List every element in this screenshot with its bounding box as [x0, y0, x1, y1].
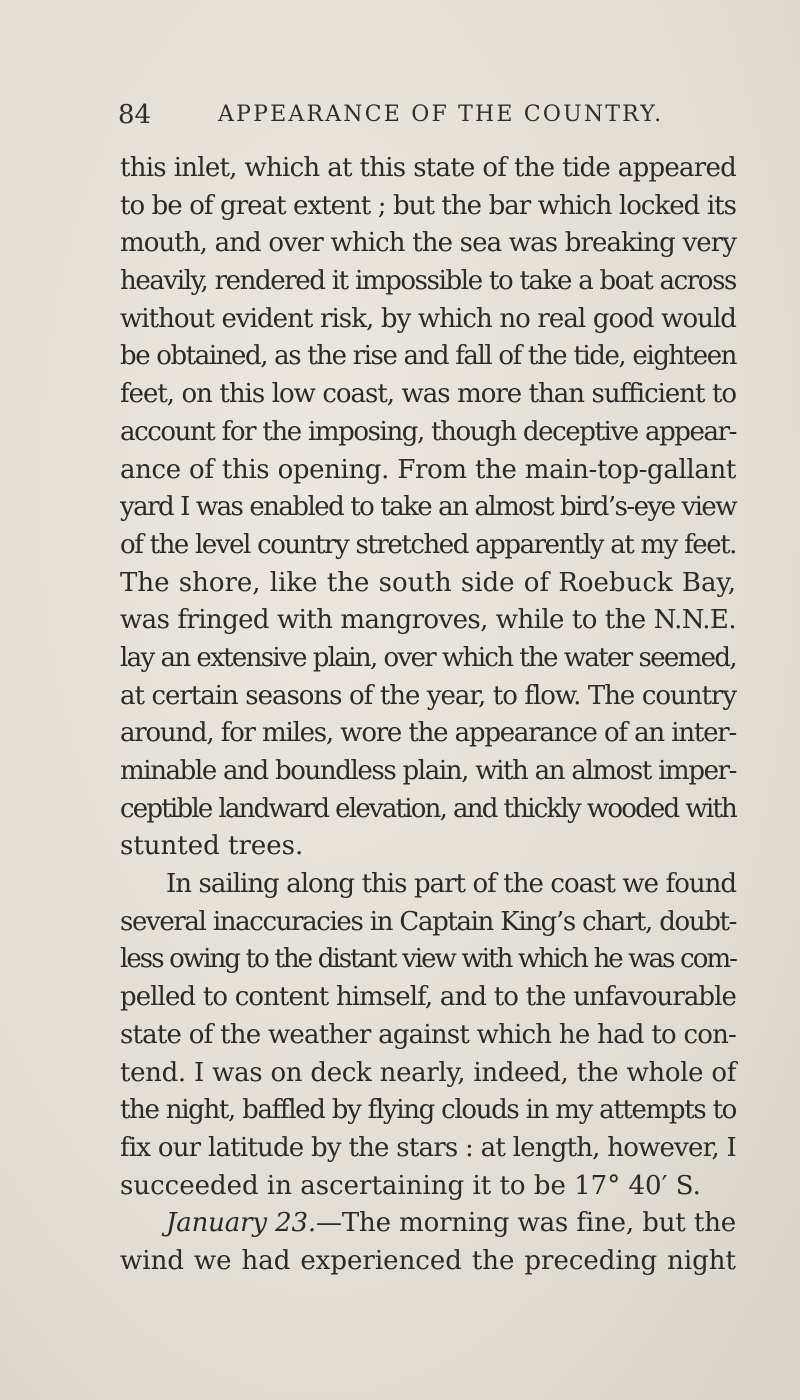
- text-line: of the level country stretched apparently at my feet.: [120, 529, 736, 560]
- text-line: to be of great extent ; but the bar which locked its: [120, 190, 736, 221]
- paragraph-start-line: In sailing along this part of the coast we found: [166, 869, 736, 900]
- text-line: was fringed with mangroves, while to the N.N.E.: [120, 605, 736, 636]
- text-line: wind we had experienced the preceding night: [120, 1245, 736, 1276]
- text-line: less owing to the distant view with which he was com-: [120, 944, 736, 975]
- text-line: tend. I was on deck nearly, indeed, the whole of: [120, 1057, 736, 1088]
- text-line: several inaccuracies in Captain King’s chart, doubt-: [120, 906, 736, 937]
- text-line: account for the imposing, though deceptive appear-: [120, 416, 736, 447]
- dated-entry-line: [120, 1205, 736, 1243]
- text-line: lay an extensive plain, over which the water seemed,: [120, 642, 736, 673]
- text-line: be obtained, as the rise and fall of the tide, eighteen: [120, 341, 736, 372]
- text-line: mouth, and over which the sea was breaking very: [120, 228, 736, 259]
- entry-date: January 23.: [166, 1208, 317, 1239]
- text-line: The shore, like the south side of Roebuck Bay,: [120, 567, 736, 598]
- paragraph-end-line: stunted trees.: [120, 831, 304, 862]
- page-number: 84: [118, 100, 152, 130]
- text-line: feet, on this low coast, was more than sufficient to: [120, 379, 736, 410]
- text-line: at certain seasons of the year, to flow. The country: [120, 680, 736, 711]
- text-line: the night, baffled by flying clouds in my attempts to: [120, 1095, 736, 1126]
- text-line: around, for miles, wore the appearance of an inter-: [120, 718, 736, 749]
- text-line: state of the weather against which he had to con-: [120, 1019, 736, 1050]
- running-title: APPEARANCE OF THE COUNTRY.: [218, 102, 664, 127]
- text-line: yard I was enabled to take an almost bird’s-eye view: [120, 492, 736, 523]
- text-line: fix our latitude by the stars : at length, however, I: [120, 1132, 736, 1163]
- text-line: ance of this opening. From the main-top-gallant: [120, 454, 736, 485]
- text-line: pelled to content himself, and to the unfavourable: [120, 982, 736, 1013]
- entry-text: —The morning was fine, but the: [316, 1208, 736, 1239]
- paragraph-end-line: succeeded in ascertaining it to be 17° 40′ S.: [120, 1170, 701, 1201]
- text-line: without evident risk, by which no real good would: [120, 303, 736, 334]
- text-line: heavily, rendered it impossible to take a boat across: [120, 266, 736, 297]
- text-line: ceptible landward elevation, and thickly wooded with: [120, 793, 736, 824]
- text-line: minable and boundless plain, with an almost imper-: [120, 756, 736, 786]
- body-text: [120, 150, 736, 1281]
- running-head: [118, 100, 758, 136]
- text-line: this inlet, which at this state of the tide appeared: [120, 153, 736, 183]
